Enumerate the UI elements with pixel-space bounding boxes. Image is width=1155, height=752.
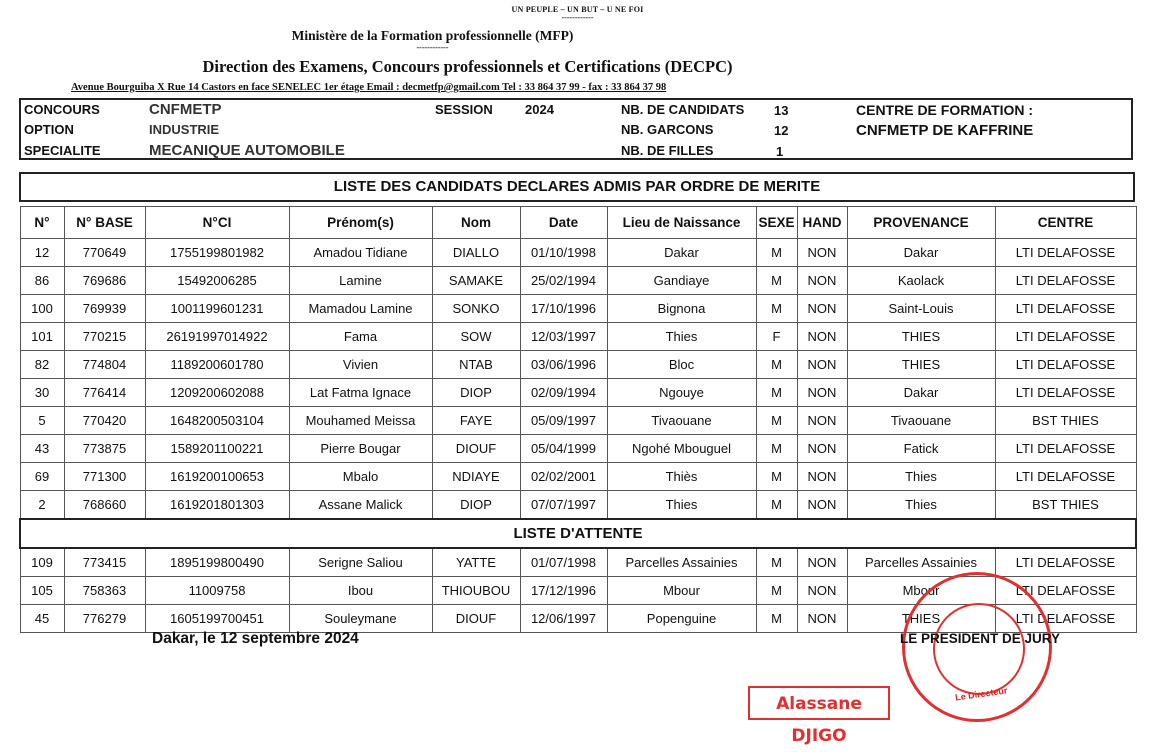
cell-date: 01/10/1998 — [520, 239, 607, 267]
cell-nom: SONKO — [432, 295, 520, 323]
name-stamp: Alassane DJIGO — [748, 686, 890, 720]
national-motto: UN PEUPLE – UN BUT – U NE FOI — [511, 5, 644, 14]
cell-date: 07/07/1997 — [520, 491, 607, 520]
cell-lieu: Popenguine — [607, 605, 756, 633]
cell-num: 101 — [20, 323, 64, 351]
cell-sexe: M — [756, 548, 797, 577]
col-date: Date — [520, 207, 607, 239]
cell-hand: NON — [797, 295, 847, 323]
col-prenom: Prénom(s) — [289, 207, 432, 239]
cell-lieu: Ngouye — [607, 379, 756, 407]
cell-sexe: M — [756, 407, 797, 435]
nb-garcons-value: 12 — [774, 123, 789, 138]
cell-num: 43 — [20, 435, 64, 463]
cell-base: 758363 — [64, 577, 145, 605]
cell-ci: 1209200602088 — [145, 379, 289, 407]
cell-nom: NTAB — [432, 351, 520, 379]
cell-nom: DIOUF — [432, 605, 520, 633]
cell-lieu: Thiès — [607, 463, 756, 491]
cell-date: 03/06/1996 — [520, 351, 607, 379]
cell-ci: 1619201801303 — [145, 491, 289, 520]
address-line: Avenue Bourguiba X Rue 14 Castors en face SENELEC 1er étage Email : decmetfp@gmail.com Tel : 33 864 37 99 - fax : 33 864 37 98 — [71, 82, 667, 93]
cell-hand: NON — [797, 548, 847, 577]
cell-provenance: Saint-Louis — [847, 295, 995, 323]
nb-filles-value: 1 — [776, 144, 784, 159]
cell-nom: NDIAYE — [432, 463, 520, 491]
direction-title: Direction des Examens, Concours professionnels et Certifications (DECPC) — [202, 57, 733, 76]
cell-num: 5 — [20, 407, 64, 435]
cell-nom: SOW — [432, 323, 520, 351]
table-row — [20, 267, 1136, 295]
cell-sexe: M — [756, 491, 797, 520]
cell-date: 17/12/1996 — [520, 577, 607, 605]
col-lieu: Lieu de Naissance — [607, 207, 756, 239]
cell-sexe: M — [756, 295, 797, 323]
cell-base: 773875 — [64, 435, 145, 463]
cell-provenance: THIES — [847, 351, 995, 379]
table-row — [20, 491, 1136, 520]
cell-ci: 1605199700451 — [145, 605, 289, 633]
cell-lieu: Thies — [607, 323, 756, 351]
cell-prenom: Vivien — [289, 351, 432, 379]
cell-base: 769939 — [64, 295, 145, 323]
table-row — [20, 435, 1136, 463]
cell-hand: NON — [797, 267, 847, 295]
cell-num: 45 — [20, 605, 64, 633]
cell-sexe: M — [756, 239, 797, 267]
option-value: INDUSTRIE — [149, 122, 220, 137]
cell-base: 770649 — [64, 239, 145, 267]
place-date: Dakar, le 12 septembre 2024 — [152, 630, 359, 647]
waiting-list-band — [20, 519, 1136, 548]
col-base: N° BASE — [64, 207, 145, 239]
cell-lieu: Ngohé Mbouguel — [607, 435, 756, 463]
cell-ci: 1755199801982 — [145, 239, 289, 267]
cell-provenance: Thies — [847, 463, 995, 491]
cell-ci: 15492006285 — [145, 267, 289, 295]
cell-sexe: F — [756, 323, 797, 351]
table-row — [20, 239, 1136, 267]
cell-centre: LTI DELAFOSSE — [995, 577, 1136, 605]
cell-hand: NON — [797, 577, 847, 605]
cell-date: 05/09/1997 — [520, 407, 607, 435]
cell-date: 05/04/1999 — [520, 435, 607, 463]
cell-ci: 11009758 — [145, 577, 289, 605]
nb-filles-label: NB. DE FILLES — [621, 143, 714, 158]
cell-num: 69 — [20, 463, 64, 491]
cell-provenance: Mbour — [847, 577, 995, 605]
candidates-table — [19, 206, 1137, 633]
cell-date: 12/06/1997 — [520, 605, 607, 633]
table-row — [20, 407, 1136, 435]
cell-nom: DIOUF — [432, 435, 520, 463]
centre-value: CNFMETP DE KAFFRINE — [856, 122, 1034, 139]
cell-nom: DIOP — [432, 379, 520, 407]
col-hand: HAND — [797, 207, 847, 239]
specialite-label: SPECIALITE — [24, 143, 101, 158]
stamp-inner-ring — [933, 603, 1025, 695]
cell-provenance: Kaolack — [847, 267, 995, 295]
cell-ci: 1189200601780 — [145, 351, 289, 379]
table-row — [20, 323, 1136, 351]
cell-prenom: Mbalo — [289, 463, 432, 491]
cell-hand: NON — [797, 407, 847, 435]
table-row — [20, 463, 1136, 491]
cell-lieu: Parcelles Assainies — [607, 548, 756, 577]
cell-base: 774804 — [64, 351, 145, 379]
cell-lieu: Tivaouane — [607, 407, 756, 435]
cell-centre: LTI DELAFOSSE — [995, 435, 1136, 463]
cell-lieu: Bloc — [607, 351, 756, 379]
col-ci: N°CI — [145, 207, 289, 239]
cell-lieu: Dakar — [607, 239, 756, 267]
cell-provenance: Tivaouane — [847, 407, 995, 435]
table-row — [20, 351, 1136, 379]
cell-hand: NON — [797, 379, 847, 407]
cell-prenom: Lamine — [289, 267, 432, 295]
cell-provenance: THIES — [847, 323, 995, 351]
cell-provenance: Thies — [847, 491, 995, 520]
cell-base: 773415 — [64, 548, 145, 577]
cell-hand: NON — [797, 351, 847, 379]
cell-num: 30 — [20, 379, 64, 407]
table-row — [20, 295, 1136, 323]
cell-num: 2 — [20, 491, 64, 520]
cell-sexe: M — [756, 267, 797, 295]
cell-sexe: M — [756, 379, 797, 407]
cell-num: 109 — [20, 548, 64, 577]
concours-label: CONCOURS — [24, 102, 100, 117]
cell-ci: 26191997014922 — [145, 323, 289, 351]
cell-base: 776279 — [64, 605, 145, 633]
cell-num: 86 — [20, 267, 64, 295]
admis-rows — [20, 239, 1136, 520]
cell-ci: 1648200503104 — [145, 407, 289, 435]
cell-prenom: Assane Malick — [289, 491, 432, 520]
cell-centre: LTI DELAFOSSE — [995, 323, 1136, 351]
cell-prenom: Mamadou Lamine — [289, 295, 432, 323]
table-header-row — [20, 207, 1136, 239]
official-stamp — [902, 572, 1052, 722]
cell-provenance: Fatick — [847, 435, 995, 463]
cell-prenom: Amadou Tidiane — [289, 239, 432, 267]
cell-num: 82 — [20, 351, 64, 379]
cell-centre: BST THIES — [995, 407, 1136, 435]
concours-value: CNFMETP — [149, 101, 222, 118]
col-nom: Nom — [432, 207, 520, 239]
cell-sexe: M — [756, 463, 797, 491]
cell-hand: NON — [797, 239, 847, 267]
cell-centre: LTI DELAFOSSE — [995, 239, 1136, 267]
cell-sexe: M — [756, 605, 797, 633]
cell-num: 100 — [20, 295, 64, 323]
col-provenance: PROVENANCE — [847, 207, 995, 239]
nb-candidats-value: 13 — [774, 103, 789, 118]
cell-date: 01/07/1998 — [520, 548, 607, 577]
cell-nom: DIALLO — [432, 239, 520, 267]
col-centre: CENTRE — [995, 207, 1136, 239]
option-label: OPTION — [24, 122, 74, 137]
cell-centre: LTI DELAFOSSE — [995, 351, 1136, 379]
separator: ------------ — [561, 13, 594, 22]
specialite-value: MECANIQUE AUTOMOBILE — [149, 142, 345, 159]
cell-base: 771300 — [64, 463, 145, 491]
cell-num: 12 — [20, 239, 64, 267]
cell-hand: NON — [797, 435, 847, 463]
waiting-list-title: LISTE D'ATTENTE — [20, 519, 1136, 548]
table-row — [20, 379, 1136, 407]
cell-hand: NON — [797, 605, 847, 633]
session-label: SESSION — [435, 102, 493, 117]
nb-candidats-label: NB. DE CANDIDATS — [621, 102, 745, 117]
nb-garcons-label: NB. GARCONS — [621, 122, 714, 137]
cell-provenance: Dakar — [847, 379, 995, 407]
list-title: LISTE DES CANDIDATS DECLARES ADMIS PAR ORDRE DE MERITE — [19, 172, 1135, 202]
signatory-title: LE PRESIDENT DE JURY — [900, 631, 1061, 646]
centre-label: CENTRE DE FORMATION : — [856, 102, 1034, 118]
cell-base: 768660 — [64, 491, 145, 520]
cell-hand: NON — [797, 323, 847, 351]
cell-ci: 1619200100653 — [145, 463, 289, 491]
cell-prenom: Lat Fatma Ignace — [289, 379, 432, 407]
cell-nom: DIOP — [432, 491, 520, 520]
cell-nom: SAMAKE — [432, 267, 520, 295]
cell-centre: LTI DELAFOSSE — [995, 267, 1136, 295]
cell-lieu: Gandiaye — [607, 267, 756, 295]
separator: ------------ — [416, 43, 449, 52]
cell-centre: LTI DELAFOSSE — [995, 463, 1136, 491]
cell-sexe: M — [756, 577, 797, 605]
cell-date: 17/10/1996 — [520, 295, 607, 323]
cell-base: 770420 — [64, 407, 145, 435]
cell-lieu: Bignona — [607, 295, 756, 323]
cell-provenance: Dakar — [847, 239, 995, 267]
col-sexe: SEXE — [756, 207, 797, 239]
cell-ci: 1589201100221 — [145, 435, 289, 463]
cell-provenance: THIES — [847, 605, 995, 633]
cell-hand: NON — [797, 463, 847, 491]
stamp-center-text: Le Directeur — [954, 685, 1008, 703]
cell-prenom: Mouhamed Meissa — [289, 407, 432, 435]
cell-centre: LTI DELAFOSSE — [995, 548, 1136, 577]
cell-lieu: Thies — [607, 491, 756, 520]
cell-base: 776414 — [64, 379, 145, 407]
cell-sexe: M — [756, 351, 797, 379]
cell-centre: LTI DELAFOSSE — [995, 295, 1136, 323]
cell-nom: THIOUBOU — [432, 577, 520, 605]
cell-prenom: Pierre Bougar — [289, 435, 432, 463]
cell-prenom: Souleymane — [289, 605, 432, 633]
cell-base: 770215 — [64, 323, 145, 351]
cell-ci: 1001199601231 — [145, 295, 289, 323]
cell-centre: LTI DELAFOSSE — [995, 379, 1136, 407]
exam-info-box — [19, 98, 1133, 160]
cell-ci: 1895199800490 — [145, 548, 289, 577]
cell-provenance: Parcelles Assainies — [847, 548, 995, 577]
cell-centre: LTI DELAFOSSE — [995, 605, 1136, 633]
session-value: 2024 — [525, 102, 554, 117]
cell-num: 105 — [20, 577, 64, 605]
cell-hand: NON — [797, 491, 847, 520]
cell-nom: FAYE — [432, 407, 520, 435]
cell-centre: BST THIES — [995, 491, 1136, 520]
cell-prenom: Fama — [289, 323, 432, 351]
cell-sexe: M — [756, 435, 797, 463]
cell-lieu: Mbour — [607, 577, 756, 605]
cell-date: 12/03/1997 — [520, 323, 607, 351]
col-num: N° — [20, 207, 64, 239]
cell-base: 769686 — [64, 267, 145, 295]
cell-date: 02/02/2001 — [520, 463, 607, 491]
cell-prenom: Serigne Saliou — [289, 548, 432, 577]
cell-date: 02/09/1994 — [520, 379, 607, 407]
cell-nom: YATTE — [432, 548, 520, 577]
ministry-title: Ministère de la Formation professionnelle (MFP) — [291, 28, 574, 43]
cell-date: 25/02/1994 — [520, 267, 607, 295]
cell-prenom: Ibou — [289, 577, 432, 605]
